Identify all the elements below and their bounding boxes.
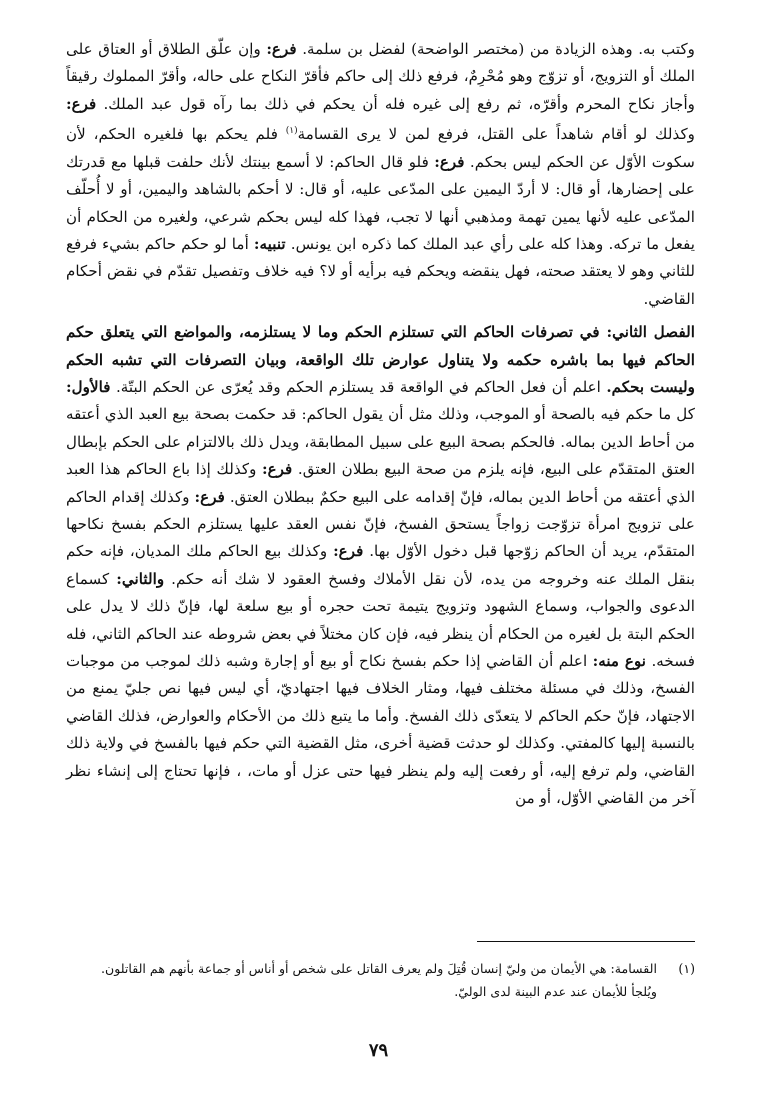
footnote-divider (477, 941, 695, 942)
footnote (66, 957, 695, 1003)
p2-sentence-5: وكذلك بيع الحاكم ملك المديان، فإنه حكم بنقل الملك عنه وخروجه من يده، لأن نقل الأملاك وفسخ العقود لا شك أنه حكم. (66, 542, 695, 588)
footnote-line-1: القسامة: هي الأيمان من وليّ إنسان قُتِلَ ولم يعرف القاتل على شخص أو أناس أو جماعة بأنهم هم القاتلون. (100, 961, 657, 976)
p2-second-label: والثاني: (116, 569, 165, 588)
p2-far-label-3: فرع: (333, 542, 364, 561)
p2-sentence-4: وكذلك إقدام الحاكم على تزويج امرأة تزوّجت زواجاً يستحق الفسخ، فإنّ نفس العقد عليها يستلزم الحكم بفسخ نكاحها المتقدّم، يريد أن الحاكم زوّجها قبل دخول الأوّل بها. (66, 487, 696, 561)
p2-sentence-3: وكذلك إذا باع الحاكم هذا العبد الذي أعتقه من أحاط الدين بماله، فإنّ إقدامه على البيع حكمٌ ببطلان العتق. (66, 460, 696, 506)
paragraph-2 (66, 319, 695, 812)
p1-sentence-1: وكتب به. وهذه الزيادة من (مختصر الواضحة) لفضل بن سلمة. (302, 40, 696, 58)
p1-far-label-3: فرع: (434, 152, 465, 171)
p1-sentence-3: وكذلك لو أقام شاهداً على القتل، فرفع لمن لا يرى القسامة (297, 125, 696, 144)
p2-first-label: فالأول: (66, 377, 111, 396)
footnote-line-2: ويُلجأ للأيمان عند عدم البينة لدى الوليّ. (454, 984, 657, 999)
p2-sentence-7: اعلم أن القاضي إذا حكم بفسخ نكاح أو بيع أو إجارة وشبه ذلك لموجب من موجبات الفسخ، وذلك في مسئلة مختلف فيها، ومثار الخلاف فيها اجتهاديّ، أي ليس فيها نص جليّ يمنع من الاجتهاد، فإنّ حكم الحاكم لا يتعدّى ذلك الفسخ. وأما ما يتبع ذلك من الأحكام والعوارض، فذلك القاضي بالنسبة إليها كالمفتي. وكذلك لو حدثت قضية أخرى، مثل القضية التي حكم فيها بالفسخ في ولاية ذلك القاضي، ولم ترفع إليه، أو رفعت إليه ولم ينظر فيها حتى عزل أو مات، ، فإنها تحتاج إلى إنشاء نظر آخر من القاضي الأوّل، أو من (66, 652, 695, 808)
p1-sentence-6: أما لو حكم حاكم بشيء فرفع للثاني وهو لا يعتقد صحته، فهل ينقضه ويحكم فيه برأيه أو لا؟ فيه خلاف وتفصيل تقدّم في نقض أحكام القاضي. (66, 234, 695, 308)
paragraph-1 (66, 36, 695, 313)
p2-sentence-1: اعلم أن فعل الحاكم في الواقعة قد يستلزم الحكم وقد يُعرّى عن الحكم البتّة. (115, 377, 601, 396)
p2-naw-label: نوع منه: (592, 652, 647, 670)
page-number: ٧٩ (368, 1040, 389, 1061)
p2-far-label-1: فرع: (262, 460, 293, 479)
footnote-reference[interactable]: (١) (285, 126, 298, 137)
p2-sentence-6: كسماع الدعوى والجواب، وسماع الشهود وتزويج يتيمة تحت حجره أو بيع سلعة لها، فإنّ ذلك لا يدل على الحكم البتة بل لغيره من الحكام أن ينظر فيه، فإن كان مختلاً في بعض شروطه عند الحاكم الثاني، فله فسخه. (66, 569, 696, 670)
footnote-number: (١) (678, 961, 695, 976)
p1-far-label-1: فرع: (266, 40, 297, 58)
p1-tanbih-label: تنبيه: (253, 234, 286, 253)
p1-sentence-4: فلم يحكم بها فلغيره الحكم، لأن سكوت الأوّل عن الحكم ليس بحكم. (66, 125, 696, 171)
p1-sentence-2: وإن علّق الطلاق أو العتاق على الملك أو التزويج، أو تزوّج وهو مُحْرِمٌ، فرفع ذلك إلى حاكم فأقرّ النكاح على حاله، وأقرّ المملوك رقيقاً وأجاز نكاح المحرم وأقرّه، ثم رفع إلى غيره فله أن يحكم في ذلك بما رآه قول عبد الملك. (66, 40, 695, 113)
p1-far-label-2: فرع: (66, 94, 97, 113)
section-heading: الفصل الثاني: في تصرفات الحاكم التي تستلزم الحكم وما لا يستلزمه، والمواضع التي يتعلق حكم الحاكم فيها بما باشره حكمه ولا يتناول عوارض تلك الواقعة، وبيان التصرفات التي تشبه الحكم وليست بحكم. (66, 323, 695, 396)
p1-sentence-5: فلو قال الحاكم: لا أسمع بينتك لأنك حلفت قبلها مع قدرتك على إحضارها، أو قال: لا أردّ اليمين على المدّعى عليه، أو قال: لا أحكم بالشاهد واليمين، أو لا أُحلّف المدّعى عليه لأنها يمين تهمة ومذهبي أنها لا تجب، فهذا كله ليس بحكم شرعي، ولغيره من الحكام أن يفعل ما تركه. وهذا كله على رأي عبد الملك كما ذكره ابن يونس. (66, 152, 696, 253)
p2-sentence-2: كل ما حكم فيه بالصحة أو الموجب، وذلك مثل أن يقول الحاكم: قد حكمت بصحة بيع العبد الذي أعتقه من أحاط الدين بماله. فالحكم بصحة البيع على سبيل المطابقة، ويدل ذلك بالالتزام على الحكم بإبطال العتق المتقدّم على البيع، فإنه يلزم من صحة البيع بطلان العتق. (66, 405, 695, 479)
p2-far-label-2: فرع: (194, 487, 225, 506)
